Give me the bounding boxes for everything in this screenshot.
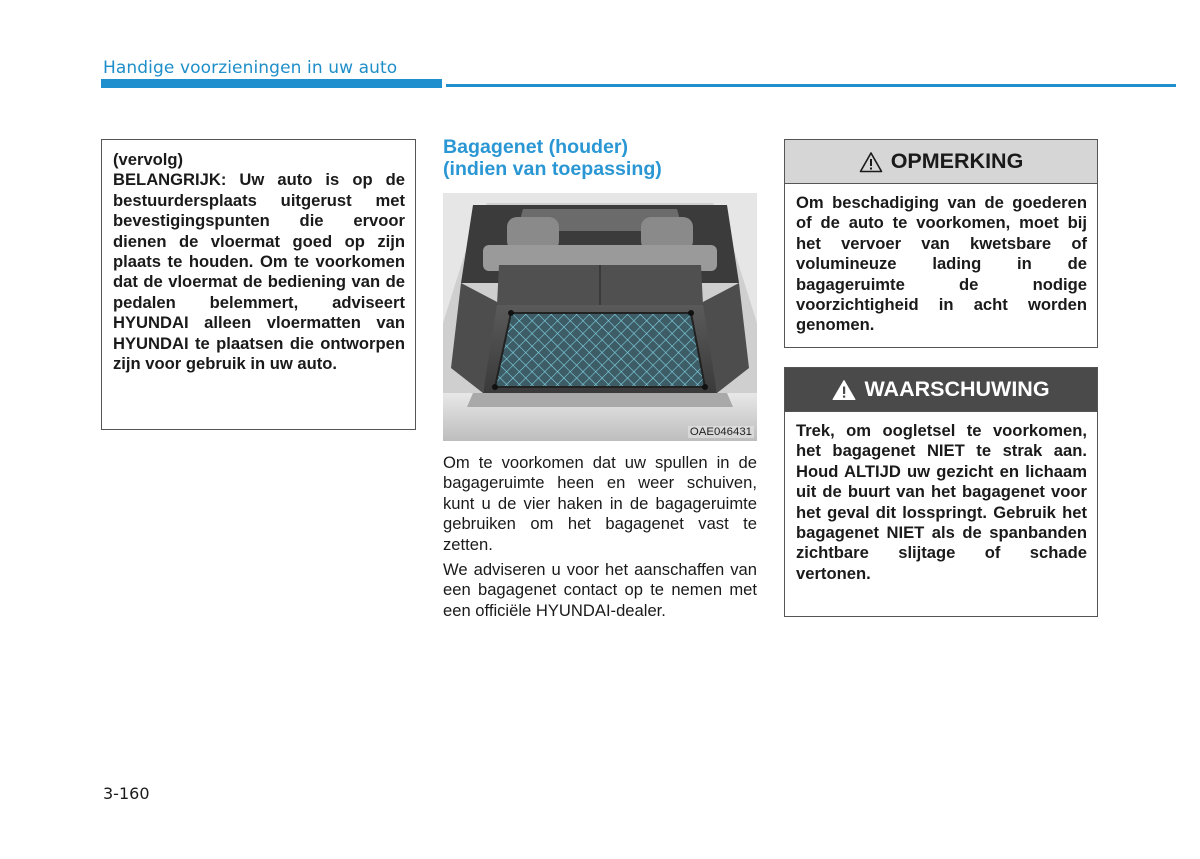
notice-header (785, 140, 1097, 184)
section-title-line1: Bagagenet (houder) (443, 136, 629, 158)
image-reference-code: OAE046431 (689, 426, 752, 438)
warning-header (785, 368, 1097, 412)
notice-text: Om beschadiging van de goederen of de auto te voorkomen, moet bij het vervoer van kwetsbare of volumineuze lading in de bagageruimte de nodige voorzichtigheid in acht worden genomen. (796, 193, 1087, 335)
notice-body (785, 184, 1097, 336)
section-title (443, 136, 763, 180)
note-heading: (vervolg) (113, 150, 184, 169)
notice-callout (784, 139, 1098, 348)
continued-note-box (101, 139, 416, 430)
caution-triangle-outline-icon (859, 151, 883, 173)
warning-body (785, 412, 1097, 584)
warning-text: Trek, om oogletsel te voorkomen, het bagagenet NIET te strak aan. Houd ALTIJD uw gezicht en lichaam uit de buurt van het bagagenet voor het geval dit losspringt. Gebruik het bagagenet NIET als de spanbanden zichtbare slijtage of schade vertonen. (796, 421, 1087, 583)
warning-title: WAARSCHUWING (864, 377, 1050, 401)
body-paragraph-2: We adviseren u voor het aanschaffen van een bagagenet contact op te nemen met een officiële HYUNDAI-dealer. (443, 560, 757, 620)
cargo-net-photo (443, 193, 757, 441)
running-header: Handige voorzieningen in uw auto (103, 58, 398, 78)
warning-callout (784, 367, 1098, 617)
cargo-area-illustration (443, 193, 757, 441)
notice-title: OPMERKING (890, 149, 1024, 173)
warning-triangle-filled-icon (832, 379, 856, 401)
page-number: 3-160 (103, 784, 150, 803)
body-paragraph-1: Om te voorkomen dat uw spullen in de bagageruimte heen en weer schuiven, kunt u de vier haken in de bagageruimte gebruiken om het bagagenet vast te zetten. (443, 453, 757, 554)
header-rule-right (446, 84, 1176, 87)
note-text: BELANGRIJK: Uw auto is op de bestuurdersplaats uitgerust met bevestigingspunten die ervoor dienen de vloermat goed op zijn plaats te houden. Om te voorkomen dat de vloermat de bediening van de pedalen belemmert, adviseert HYUNDAI alleen vloermatten van HYUNDAI te plaatsen die ontworpen zijn voor gebruik in uw auto. (113, 170, 405, 374)
section-body (443, 453, 757, 626)
section-title-line2: (indien van toepassing) (443, 158, 662, 180)
header-bar-left (101, 79, 442, 88)
